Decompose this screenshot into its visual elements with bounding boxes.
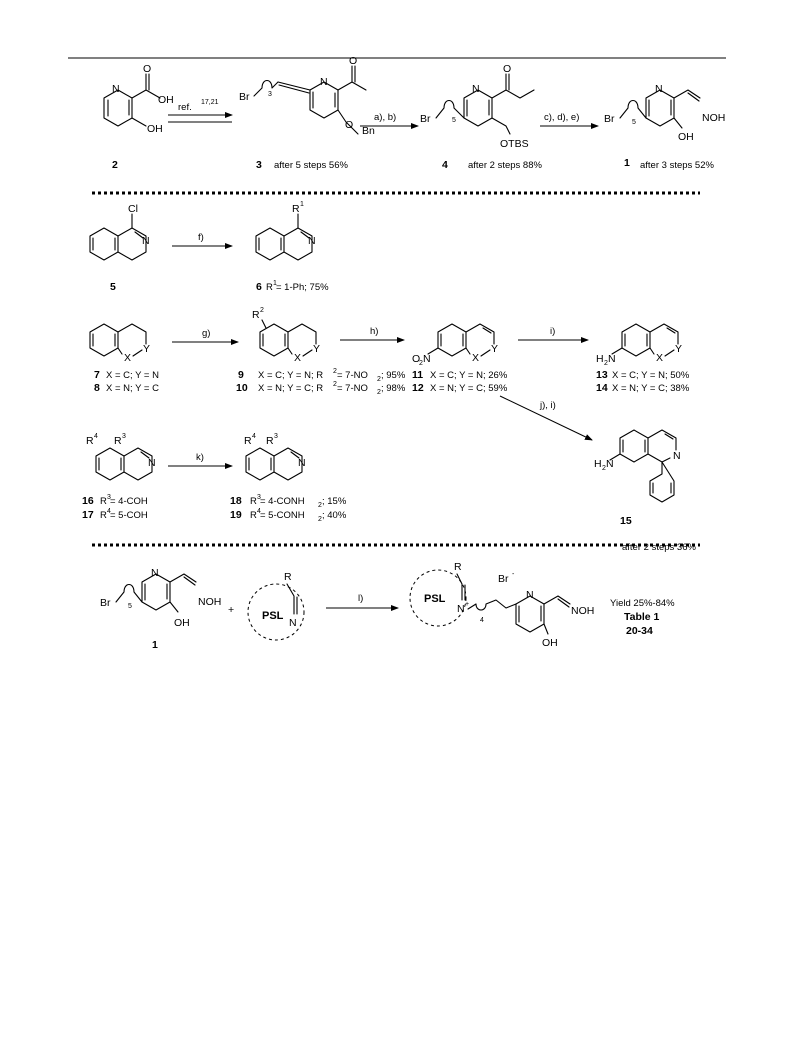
product-psl: PSL (424, 593, 446, 605)
arrow-ji-label: j), i) (540, 400, 556, 411)
compound-15-h2n-sub: 2 (602, 465, 606, 472)
arrow-ref-number: 17,21 (201, 99, 219, 106)
compound-6-desc: = 1-Ph; 75% (276, 282, 329, 293)
compound-18-desc-r: R (250, 496, 257, 507)
compound-9-desc-sup: 2 (333, 368, 337, 375)
compound-6-r: R (292, 203, 300, 215)
row5-compound-1-br: Br (100, 597, 111, 609)
psl-text: PSL (262, 610, 284, 622)
compound-9-desc-b: = 7-NO (337, 370, 368, 381)
compound-6-structure (256, 201, 316, 260)
compound-9-10-x: X (294, 352, 302, 364)
compound-13-14-h2n: H (596, 353, 604, 365)
compound-2-structure (104, 63, 174, 135)
compound-10-desc-a: X = N; Y = C; R (258, 383, 324, 394)
compound-2-o: O (143, 63, 152, 75)
compound-16-desc-sup: 3 (107, 494, 111, 501)
compound-4-o: O (503, 63, 512, 75)
table-reference: Table 1 (624, 611, 660, 623)
compound-9-desc-sub: 2 (377, 376, 381, 383)
compound-3-n: N (320, 76, 328, 88)
compound-13-desc: X = C; Y = N; 50% (612, 370, 690, 381)
compound-16-desc: = 4-COH (110, 496, 148, 507)
plus-sign: + (228, 604, 235, 616)
product-py-n: N (526, 589, 534, 601)
psl-n: N (289, 617, 297, 629)
compound-19-desc-end: ; 40% (322, 510, 347, 521)
compound-4-n: N (472, 83, 480, 95)
compound-5-n: N (142, 235, 150, 247)
compound-18-19-r4: R (244, 435, 252, 447)
compound-range: 20-34 (626, 625, 653, 637)
compound-6-label: 6 (256, 281, 262, 293)
compound-16-17-r3-sup: 3 (122, 433, 126, 440)
compound-11-12-o2n-sub: 2 (419, 360, 423, 367)
compound-6-n: N (308, 235, 316, 247)
compound-6-desc-sup: 1 (273, 280, 277, 287)
compound-11-12-x: X (472, 352, 480, 364)
psl-r: R (284, 571, 292, 583)
compound-11-12-o2n-n: N (423, 353, 431, 365)
compound-1-structure (604, 83, 725, 143)
compound-9-10-r: R (252, 309, 260, 321)
row5-compound-1-oh: OH (174, 617, 190, 629)
compound-1-yield: after 3 steps 52% (640, 160, 714, 171)
compound-7-8-structure (90, 324, 150, 364)
compound-1-reactant-structure (100, 567, 221, 629)
compound-19-label: 19 (230, 509, 242, 521)
arrow-f-label: f) (198, 232, 204, 243)
compound-11-12-o2n: O (412, 353, 421, 365)
compound-16-17-r4-sup: 4 (94, 433, 98, 440)
compound-1-label: 1 (624, 157, 630, 169)
compound-18-19-r3-sup: 3 (274, 433, 278, 440)
compound-9-label: 9 (238, 369, 244, 381)
compound-8-desc: X = N; Y = C (106, 383, 159, 394)
compound-10-desc-sub: 2 (377, 389, 381, 396)
compound-16-17-r3: R (114, 435, 122, 447)
compound-15-label: 15 (620, 515, 632, 527)
compound-4-otbs: OTBS (500, 138, 529, 150)
arrow-k-label: k) (196, 452, 204, 463)
compound-8-label: 8 (94, 382, 100, 394)
arrow-g-label: g) (202, 328, 211, 339)
compound-18-desc-end: ; 15% (322, 496, 347, 507)
compound-15-yield: after 2 steps 36% (622, 542, 696, 553)
compound-11-12-structure (412, 324, 498, 367)
compound-13-label: 13 (596, 369, 608, 381)
compound-1-n: N (655, 83, 663, 95)
compound-3-bn: Bn (362, 125, 375, 137)
compound-13-14-structure (596, 324, 682, 367)
compound-4-structure (420, 63, 534, 150)
compound-4-label: 4 (442, 159, 448, 171)
compound-9-desc-a: X = C; Y = N; R (258, 370, 324, 381)
row5-compound-1-n-sub: 5 (128, 603, 132, 610)
compound-10-label: 10 (236, 382, 248, 394)
product-br: Br (498, 573, 509, 585)
arrow-ref-label: ref. (178, 102, 192, 113)
compound-17-desc-sup: 4 (107, 508, 111, 515)
compound-12-label: 12 (412, 382, 424, 394)
compound-17-label: 17 (82, 509, 94, 521)
compound-3-n-sub: 3 (268, 91, 272, 98)
compound-3-label: 3 (256, 159, 262, 171)
compound-11-12-y: Y (491, 343, 499, 355)
compound-13-14-h2n-n: N (608, 353, 616, 365)
yield-range: Yield 25%-84% (610, 598, 675, 609)
product-r: R (454, 561, 462, 573)
compound-3-br: Br (239, 91, 250, 103)
compound-18-19-r4-sup: 4 (252, 433, 256, 440)
product-n-sup: + (465, 601, 470, 608)
compound-6-desc-r: R (266, 282, 273, 293)
compound-4-br: Br (420, 113, 431, 125)
compound-5-cl: Cl (128, 203, 138, 215)
compound-15-h2n-n: N (606, 458, 614, 470)
compound-11-desc: X = C; Y = N; 26% (430, 370, 508, 381)
compound-3-o: O (349, 55, 358, 67)
compound-7-label: 7 (94, 369, 100, 381)
compound-3-structure (239, 55, 375, 137)
compound-19-desc-sup: 4 (257, 508, 261, 515)
compound-16-label: 16 (82, 495, 94, 507)
product-structure (410, 561, 594, 649)
compound-12-desc: X = N; Y = C; 59% (430, 383, 508, 394)
compound-13-14-y: Y (675, 343, 683, 355)
compound-18-19-r3: R (266, 435, 274, 447)
compound-14-desc: X = N; Y = C; 38% (612, 383, 690, 394)
compound-5-label: 5 (110, 281, 116, 293)
row5-compound-1-n: N (151, 567, 159, 579)
product-noh: NOH (571, 605, 595, 617)
compound-18-desc-sup: 3 (257, 494, 261, 501)
product-oh: OH (542, 637, 558, 649)
psl-reactant-structure (248, 571, 304, 640)
arrow-i-label: i) (550, 326, 556, 337)
compound-7-desc: X = C; Y = N (106, 370, 159, 381)
compound-9-10-r-sup: 2 (260, 307, 264, 314)
compound-17-desc: = 5-COH (110, 510, 148, 521)
compound-6-r-sup: 1 (300, 201, 304, 208)
row5-compound-1-noh: NOH (198, 596, 222, 608)
compound-18-19-n: N (298, 457, 306, 469)
compound-15-ring-n: N (673, 450, 681, 462)
compound-3-obn: O (345, 119, 354, 131)
compound-13-14-h2n-sub: 2 (604, 360, 608, 367)
arrow-h-label: h) (370, 326, 379, 337)
arrow-ab-label: a), b) (374, 112, 397, 123)
compound-2-oh2: OH (147, 123, 163, 135)
compound-14-label: 14 (596, 382, 608, 394)
arrow-cde-label: c), d), e) (544, 112, 580, 123)
compound-13-14-x: X (656, 352, 664, 364)
compound-18-desc-sub: 2 (318, 502, 322, 509)
compound-3-yield: after 5 steps 56% (274, 160, 348, 171)
compound-4-yield: after 2 steps 88% (468, 160, 542, 171)
compound-19-desc-sub: 2 (318, 516, 322, 523)
compound-18-label: 18 (230, 495, 242, 507)
compound-2-label: 2 (112, 159, 118, 171)
compound-16-17-n: N (148, 457, 156, 469)
compound-2-oh1: OH (158, 94, 174, 106)
compound-1-n-sub: 5 (632, 119, 636, 126)
compound-10-desc-sup: 2 (333, 381, 337, 388)
compound-16-17-r4: R (86, 435, 94, 447)
compound-11-label: 11 (412, 369, 424, 381)
compound-10-desc-c: ; 98% (381, 383, 406, 394)
compound-18-19-structure (244, 433, 306, 480)
compound-4-n-sub: 5 (452, 117, 456, 124)
row5-compound-1-label: 1 (152, 639, 158, 651)
compound-15-h2n: H (594, 458, 602, 470)
compound-19-desc-r: R (250, 510, 257, 521)
compound-16-desc-r: R (100, 496, 107, 507)
compound-9-10-y: Y (313, 343, 321, 355)
compound-7-8-x: X (124, 352, 132, 364)
compound-1-oh: OH (678, 131, 694, 143)
compound-17-desc-r: R (100, 510, 107, 521)
compound-19-desc: = 5-CONH (260, 510, 305, 521)
product-n: N (457, 603, 465, 615)
compound-9-10-structure (252, 307, 320, 364)
product-br-sup: - (512, 571, 515, 578)
compound-5-structure (90, 203, 150, 260)
compound-1-br: Br (604, 113, 615, 125)
compound-9-desc-c: ; 95% (381, 370, 406, 381)
compound-15-structure (594, 430, 681, 502)
compound-2-n: N (112, 83, 120, 95)
product-n-sub: 4 (480, 617, 484, 624)
compound-1-noh: NOH (702, 112, 726, 124)
compound-18-desc: = 4-CONH (260, 496, 305, 507)
arrow-l-label: l) (358, 593, 364, 604)
compound-16-17-structure (86, 433, 156, 480)
compound-7-8-y: Y (143, 343, 151, 355)
compound-10-desc-b: = 7-NO (337, 383, 368, 394)
